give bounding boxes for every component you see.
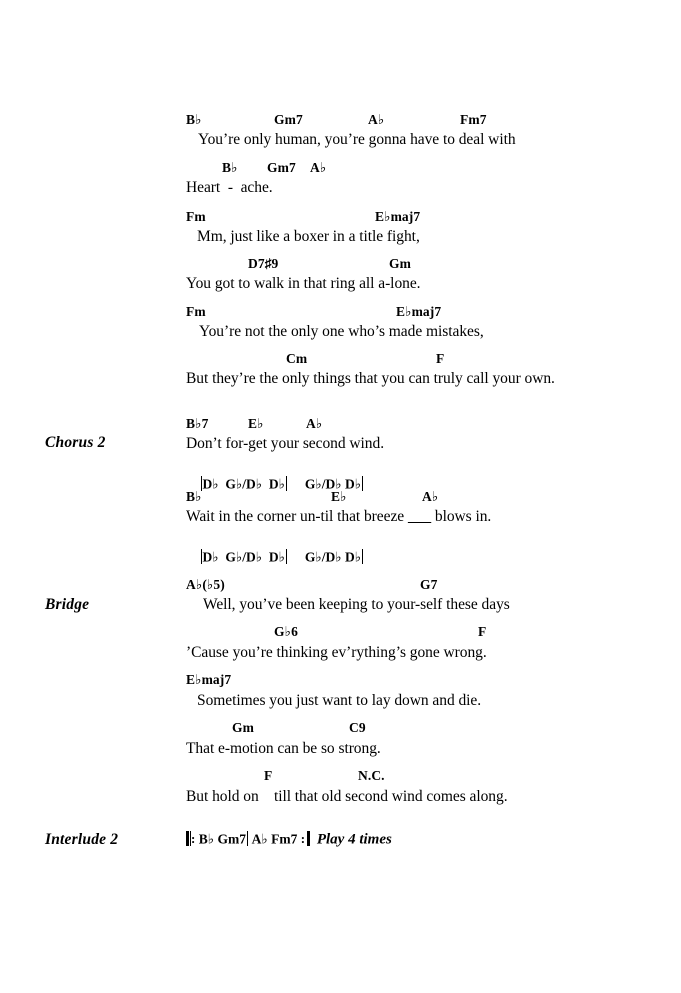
repeat-start-dots: : <box>191 830 196 846</box>
lyric-line <box>186 508 491 526</box>
lyric-line: You got to walk in that ring all a-lone. <box>186 275 421 292</box>
chord-symbol: E♭maj7 <box>375 209 421 224</box>
lyric-line: Heart - ache. <box>186 179 273 196</box>
lyric-blank: ___ <box>407 508 432 525</box>
chord-symbol: Fm7 <box>271 831 298 847</box>
barline <box>201 549 202 564</box>
chord-symbol: Gm7 <box>274 112 303 127</box>
chord-symbol: Gm <box>389 256 411 271</box>
lyric-text: Wait in the corner un-til that breeze <box>186 508 408 525</box>
chord-symbol: N.C. <box>358 768 385 783</box>
repeat-barline-thick <box>186 831 189 846</box>
chord-symbol: Fm <box>186 209 206 224</box>
lyric-line: Mm, just like a boxer in a title fight, <box>197 228 420 245</box>
chord-symbol: G♭/D♭ <box>304 549 342 565</box>
chord-symbol: E♭maj7 <box>186 672 232 687</box>
chord-symbol: A♭ <box>310 160 327 175</box>
chord-symbol: A♭ <box>422 489 439 504</box>
lyric-line: You’re not the only one who’s made mistakes, <box>199 323 484 340</box>
chord-symbol: F <box>264 768 273 783</box>
chord-symbol: F <box>478 624 487 639</box>
chord-symbol: Cm <box>286 351 308 366</box>
chord-symbol: Gm7 <box>217 831 246 847</box>
barline <box>362 476 363 491</box>
barline <box>286 476 287 491</box>
chord-symbol: E♭maj7 <box>396 304 442 319</box>
chord-symbol: D♭ <box>345 476 362 492</box>
chord-symbol: G♭/D♭ <box>304 476 342 492</box>
chord-symbol: D♭ <box>345 549 362 565</box>
lyric-line: You’re only human, you’re gonna have to deal with <box>198 131 516 148</box>
chord-symbol: Fm7 <box>460 112 487 127</box>
chord-symbol: D7♯9 <box>248 256 279 271</box>
performance-direction: Play 4 times <box>316 831 392 848</box>
chord-symbol: D♭ <box>268 476 285 492</box>
lyric-line: But hold on till that old second wind comes along. <box>186 788 508 805</box>
chord-symbol: A♭ <box>306 416 323 431</box>
lyric-line: That e-motion can be so strong. <box>186 740 381 757</box>
barline <box>362 549 363 564</box>
lyric-line: ’Cause you’re thinking ev’rything’s gone wrong. <box>186 644 487 661</box>
interlude-measure-row <box>186 831 392 849</box>
chord-symbol: D♭ <box>202 549 219 565</box>
chord-symbol: D♭ <box>268 549 285 565</box>
section-label-chorus-2: Chorus 2 <box>45 434 106 451</box>
barline <box>247 831 248 846</box>
chord-symbol: Gm7 <box>267 160 296 175</box>
section-label-interlude-2: Interlude 2 <box>45 831 119 848</box>
lyric-text: blows in. <box>431 508 492 525</box>
section-label-bridge: Bridge <box>45 596 90 613</box>
repeat-end-dots: : <box>300 830 306 846</box>
chord-symbol: G♭/D♭ <box>225 549 263 565</box>
chord-symbol: C9 <box>349 720 366 735</box>
measure-row <box>186 533 364 582</box>
chord-symbol: G7 <box>420 577 438 592</box>
chord-symbol: D♭ <box>202 476 219 492</box>
lyric-line: But they’re the only things that you can truly call your own. <box>186 370 555 387</box>
chord-symbol: B♭7 <box>186 416 209 431</box>
chord-symbol: F <box>436 351 445 366</box>
chord-symbol: E♭ <box>331 489 347 504</box>
lyric-line: Sometimes you just want to lay down and die. <box>197 692 482 709</box>
chord-symbol: B♭ <box>198 831 215 847</box>
lyric-line: Don’t for-get your second wind. <box>186 435 385 452</box>
chord-symbol: G♭6 <box>274 624 298 639</box>
chord-symbol: A♭ <box>251 831 268 847</box>
chord-symbol: A♭ <box>368 112 385 127</box>
lyric-line: Well, you’ve been keeping to your-self these days <box>203 596 510 613</box>
chord-symbol: E♭ <box>248 416 264 431</box>
chord-symbol: Gm <box>232 720 254 735</box>
chord-symbol: B♭ <box>186 489 202 504</box>
chord-symbol: A♭(♭5) <box>186 577 225 592</box>
chord-symbol: B♭ <box>222 160 238 175</box>
chord-symbol: Fm <box>186 304 206 319</box>
barline <box>286 549 287 564</box>
chord-symbol: B♭ <box>186 112 202 127</box>
chord-symbol: G♭/D♭ <box>225 476 263 492</box>
